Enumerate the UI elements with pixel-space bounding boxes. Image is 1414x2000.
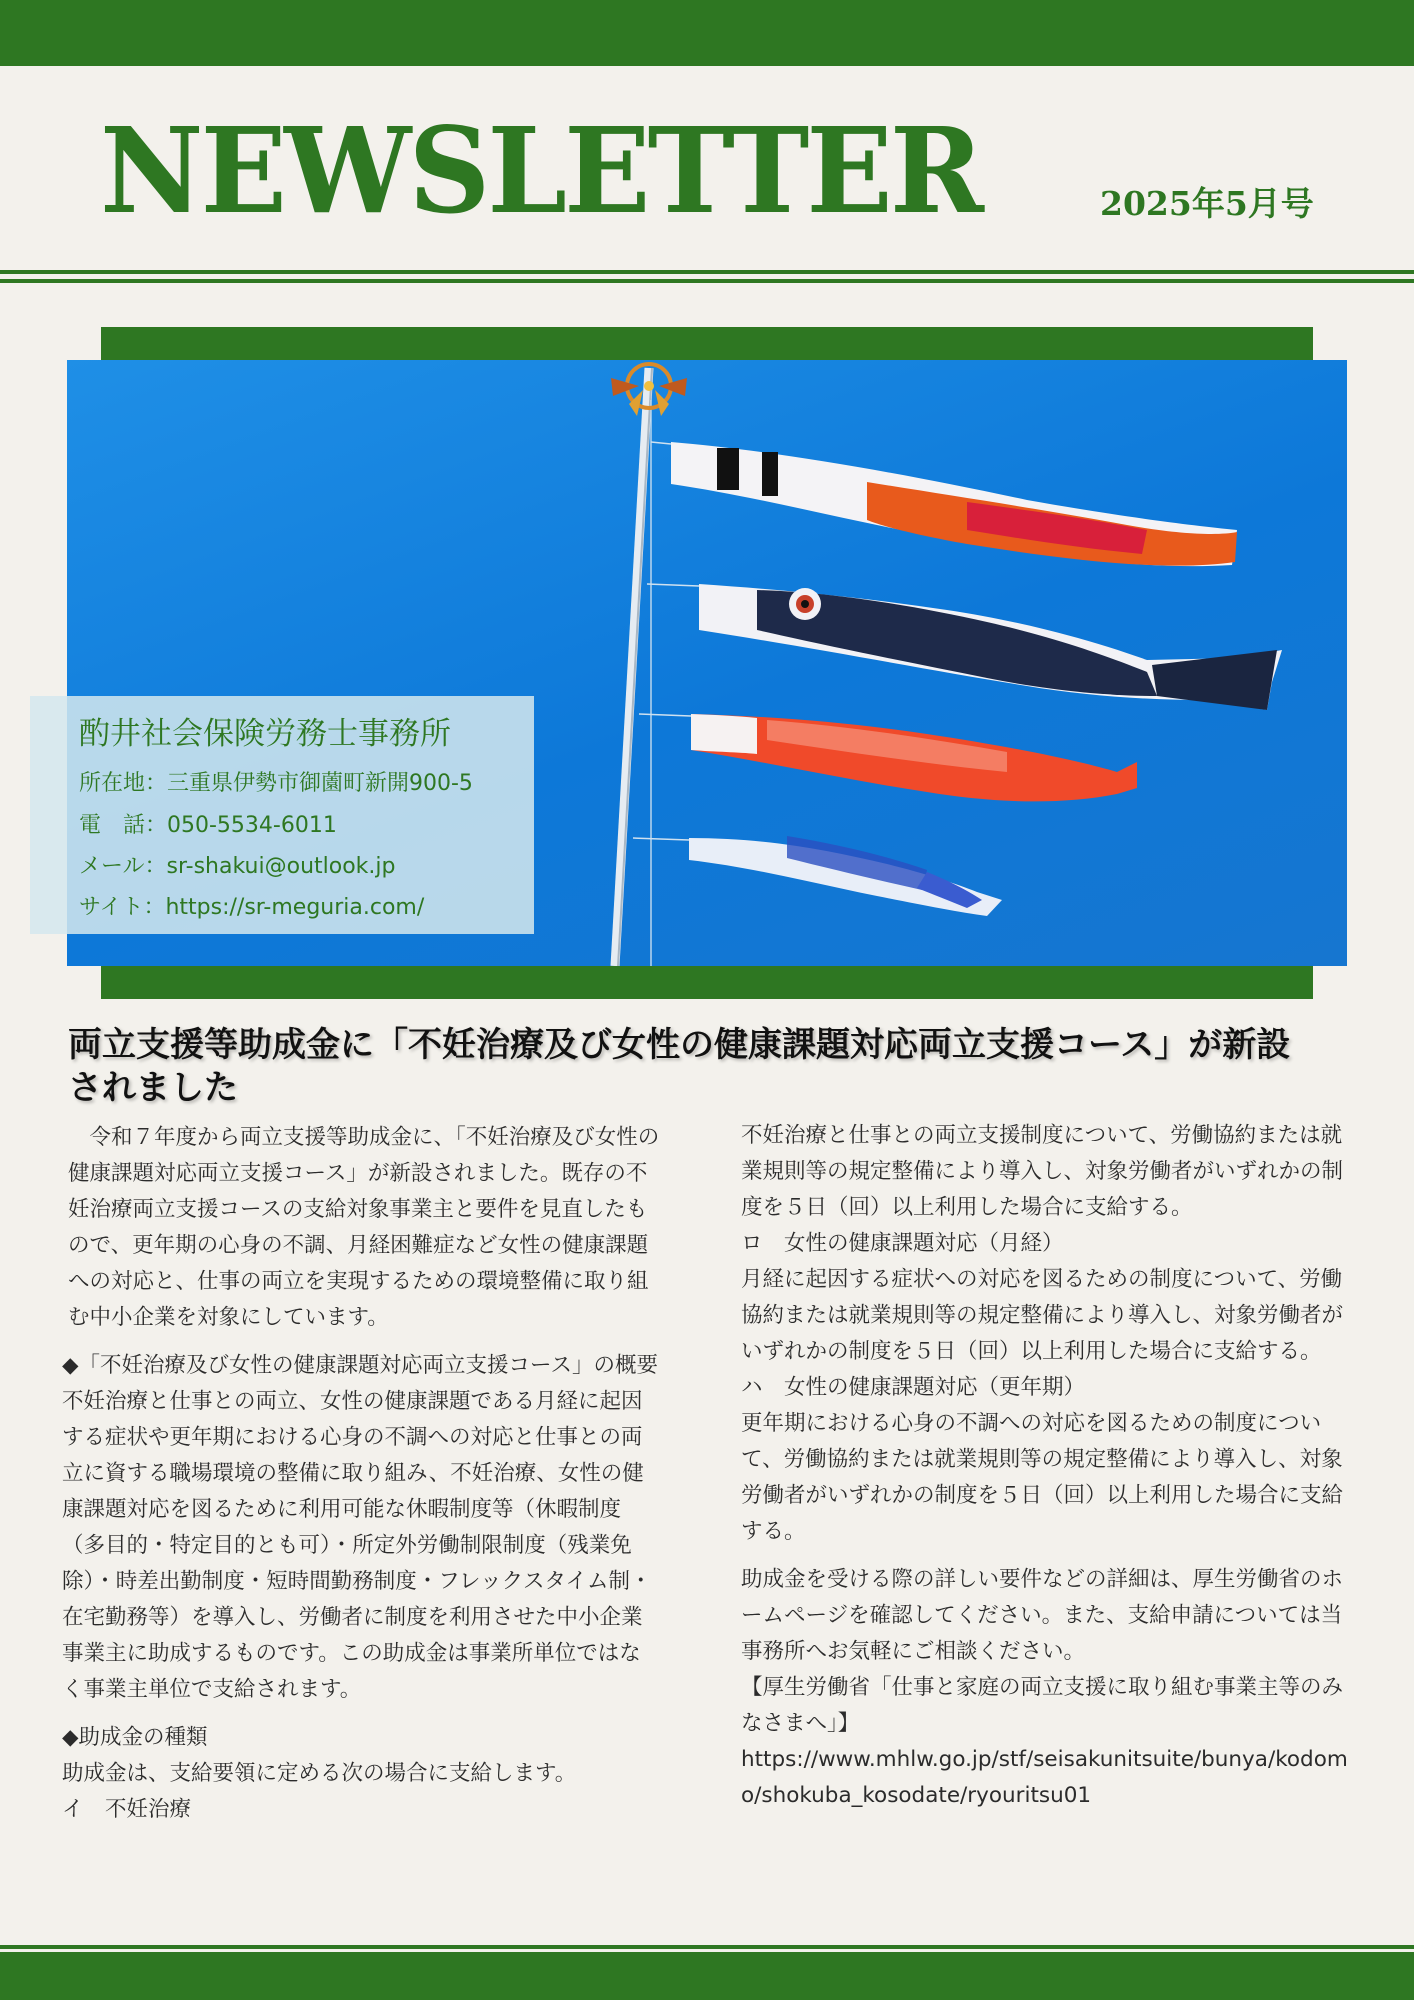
item-ha-paragraph: 更年期における心身の不調への対応を図るための制度について、労働協約または就業規則等の規定整備により導入し、対象労働者がいずれかの制度を５日（回）以上利用した場合に支給する。 — [741, 1411, 1344, 1544]
office-name: 酌井社会保険労務士事務所 — [79, 716, 451, 752]
grant-types-paragraph: 助成金は、支給要領に定める次の場合に支給します。 — [62, 1761, 577, 1786]
item-ha-heading: ハ 女性の健康課題対応（更年期） — [741, 1375, 1086, 1400]
bottom-banner-bar — [0, 1952, 1414, 2000]
issue-date: 2025年5月号 — [1100, 184, 1314, 223]
header-divider-bottom — [0, 279, 1414, 283]
item-ro-paragraph: 月経に起因する症状への対応を図るための制度について、労働協約または就業規則等の規定整備により導入し、対象労働者がいずれかの制度を５日（回）以上利用した場合に支給する。 — [741, 1267, 1344, 1364]
item-i-paragraph: 不妊治療と仕事との両立支援制度について、労働協約または就業規則等の規定整備により導入し、対象労働者がいずれかの制度を５日（回）以上利用した場合に支給する。 — [741, 1123, 1344, 1220]
footer-divider — [0, 1945, 1414, 1949]
closing-paragraph: 助成金を受ける際の詳しい要件などの詳細は、厚生労働省のホームページを確認してください。また、支給申請については当事務所へお気軽にご相談ください。 — [741, 1567, 1344, 1664]
office-info-card — [30, 696, 534, 934]
grant-types-heading: ◆助成金の種類 — [62, 1725, 208, 1750]
office-email: メール：sr-shakui@outlook.jp — [79, 854, 396, 879]
article-column-right — [741, 1118, 1353, 1814]
article-headline: 両立支援等助成金に「不妊治療及び女性の健康課題対応両立支援コース」が新設されました — [68, 1025, 1291, 1108]
office-website: サイト：https://sr-meguria.com/ — [79, 895, 425, 920]
newsletter-title: NEWSLETTER — [100, 101, 982, 240]
office-phone: 電 話：050-5534-6011 — [79, 813, 337, 838]
intro-paragraph: 令和７年度から両立支援等助成金に、「不妊治療及び女性の健康課題対応両立支援コース」が新設されました。既存の不妊治療両立支援コースの支給対象事業主と要件を見直したもので、更年期の心身の不調、月経困難症など女性の健康課題への対応と、仕事の両立を実現するための環境整備に取り組む中小企業を対象にしています。 — [68, 1125, 660, 1330]
office-address: 所在地：三重県伊勢市御薗町新開900-5 — [79, 771, 473, 796]
article-column-left — [62, 1120, 662, 1828]
reference-url[interactable]: https://www.mhlw.go.jp/stf/seisakunitsuite/bunya/kodomo/shokuba_kosodate/ryouritsu01 — [741, 1747, 1348, 1808]
top-banner-bar — [0, 0, 1414, 66]
overview-paragraph: 不妊治療と仕事との両立、女性の健康課題である月経に起因する症状や更年期における心身の不調への対応と仕事との両立に資する職場環境の整備に取り組み、不妊治療、女性の健康課題対応を図るために利用可能な休暇制度等（休暇制度（多目的・特定目的とも可）・所定外労働制限制度（残業免除）・時差出勤制度・短時間勤務制度・フレックスタイム制・在宅勤務等）を導入し、労働者に制度を利用させた中小企業事業主に助成するものです。この助成金は事業所単位ではなく事業主単位で支給されます。 — [62, 1389, 652, 1702]
item-i-heading: イ 不妊治療 — [62, 1797, 192, 1822]
overview-heading: ◆「不妊治療及び女性の健康課題対応両立支援コース」の概要 — [62, 1353, 658, 1378]
header-divider-top — [0, 270, 1414, 274]
item-ro-heading: ロ 女性の健康課題対応（月経） — [741, 1231, 1064, 1256]
reference-title: 【厚生労働省「仕事と家庭の両立支援に取り組む事業主等のみなさまへ」】 — [741, 1675, 1344, 1736]
